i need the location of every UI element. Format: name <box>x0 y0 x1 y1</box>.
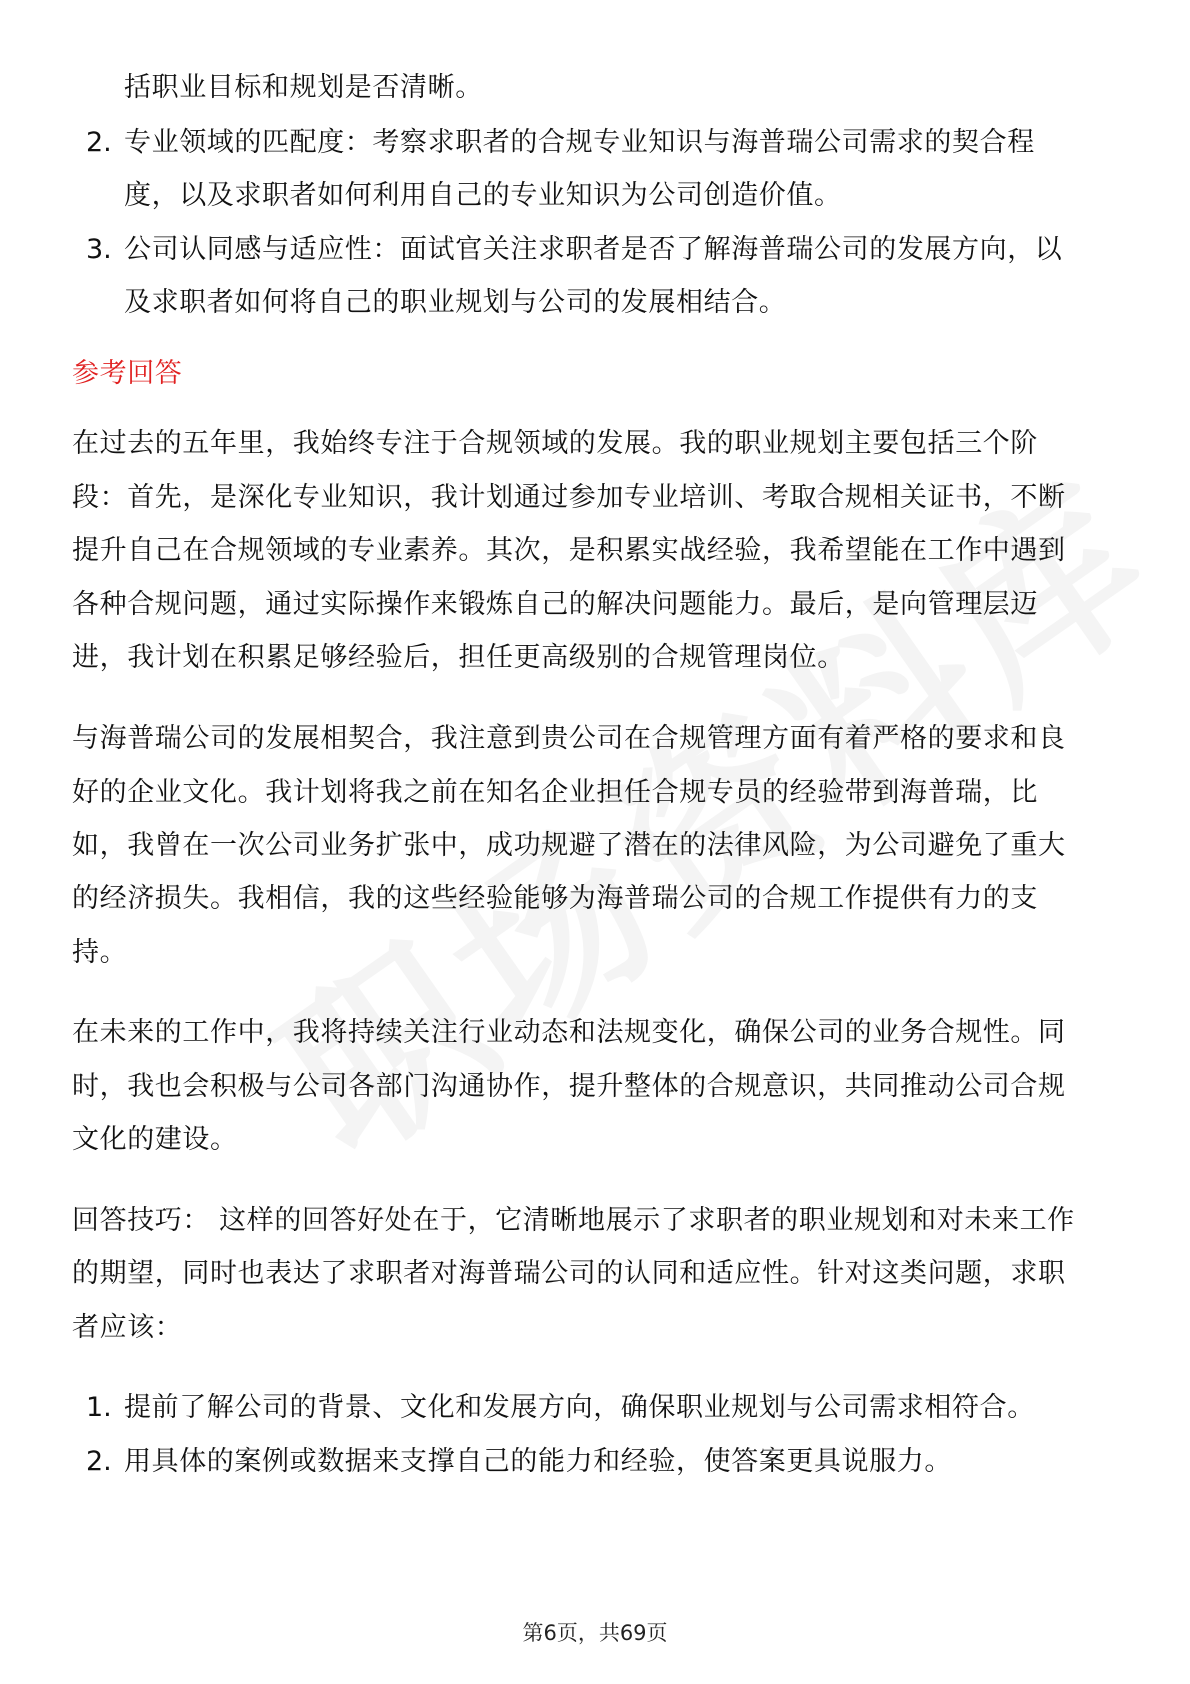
paragraph-line: 提升自己在合规领域的专业素养。其次，是积累实战经验，我希望能在工作中遇到 <box>72 535 1066 566</box>
list-number: 2. <box>86 127 112 158</box>
list-number: 3. <box>86 234 112 265</box>
list-number: 1. <box>86 1392 112 1423</box>
paragraph-line: 各种合规问题，通过实际操作来锻炼自己的解决问题能力。最后，是向管理层迈 <box>72 589 1038 620</box>
paragraph-line: 在未来的工作中，我将持续关注行业动态和法规变化，确保公司的业务合规性。同 <box>72 1017 1066 1048</box>
paragraph-line: 好的企业文化。我计划将我之前在知名企业担任合规专员的经验带到海普瑞，比 <box>72 777 1038 808</box>
page-footer: 第6页，共69页 <box>522 1621 668 1645</box>
paragraph-line: 文化的建设。 <box>72 1124 238 1155</box>
paragraph-line: 的期望，同时也表达了求职者对海普瑞公司的认同和适应性。针对这类问题，求职 <box>72 1258 1066 1289</box>
list-item-line: 及求职者如何将自己的职业规划与公司的发展相结合。 <box>124 287 787 318</box>
list-number: 2. <box>86 1446 112 1477</box>
list-item-line: 公司认同感与适应性：面试官关注求职者是否了解海普瑞公司的发展方向，以 <box>124 234 1063 265</box>
list-item-line: 度，以及求职者如何利用自己的专业知识为公司创造价值。 <box>124 180 842 211</box>
paragraph-line: 与海普瑞公司的发展相契合，我注意到贵公司在合规管理方面有着严格的要求和良 <box>72 723 1066 754</box>
list-item-line: 专业领域的匹配度：考察求职者的合规专业知识与海普瑞公司需求的契合程 <box>124 127 1035 158</box>
paragraph-line: 时，我也会积极与公司各部门沟通协作，提升整体的合规意识，共同推动公司合规 <box>72 1071 1066 1102</box>
list-item-line: 用具体的案例或数据来支撑自己的能力和经验，使答案更具说服力。 <box>124 1446 952 1477</box>
paragraph-line: 进，我计划在积累足够经验后，担任更高级别的合规管理岗位。 <box>72 642 845 673</box>
intro-tail-line: 括职业目标和规划是否清晰。 <box>124 72 483 103</box>
paragraph-line: 在过去的五年里，我始终专注于合规领域的发展。我的职业规划主要包括三个阶 <box>72 428 1038 459</box>
paragraph-line: 的经济损失。我相信，我的这些经验能够为海普瑞公司的合规工作提供有力的支 <box>72 883 1038 914</box>
section-heading: 参考回答 <box>72 358 183 389</box>
paragraph-line: 持。 <box>72 937 128 968</box>
paragraph-line: 回答技巧： 这样的回答好处在于，它清晰地展示了求职者的职业规划和对未来工作 <box>72 1205 1075 1236</box>
list-item-line: 提前了解公司的背景、文化和发展方向，确保职业规划与公司需求相符合。 <box>124 1392 1035 1423</box>
paragraph-line: 段：首先，是深化专业知识，我计划通过参加专业培训、考取合规相关证书，不断 <box>72 482 1066 513</box>
paragraph-line: 如，我曾在一次公司业务扩张中，成功规避了潜在的法律风险，为公司避免了重大 <box>72 830 1066 861</box>
paragraph-line: 者应该： <box>72 1312 183 1343</box>
